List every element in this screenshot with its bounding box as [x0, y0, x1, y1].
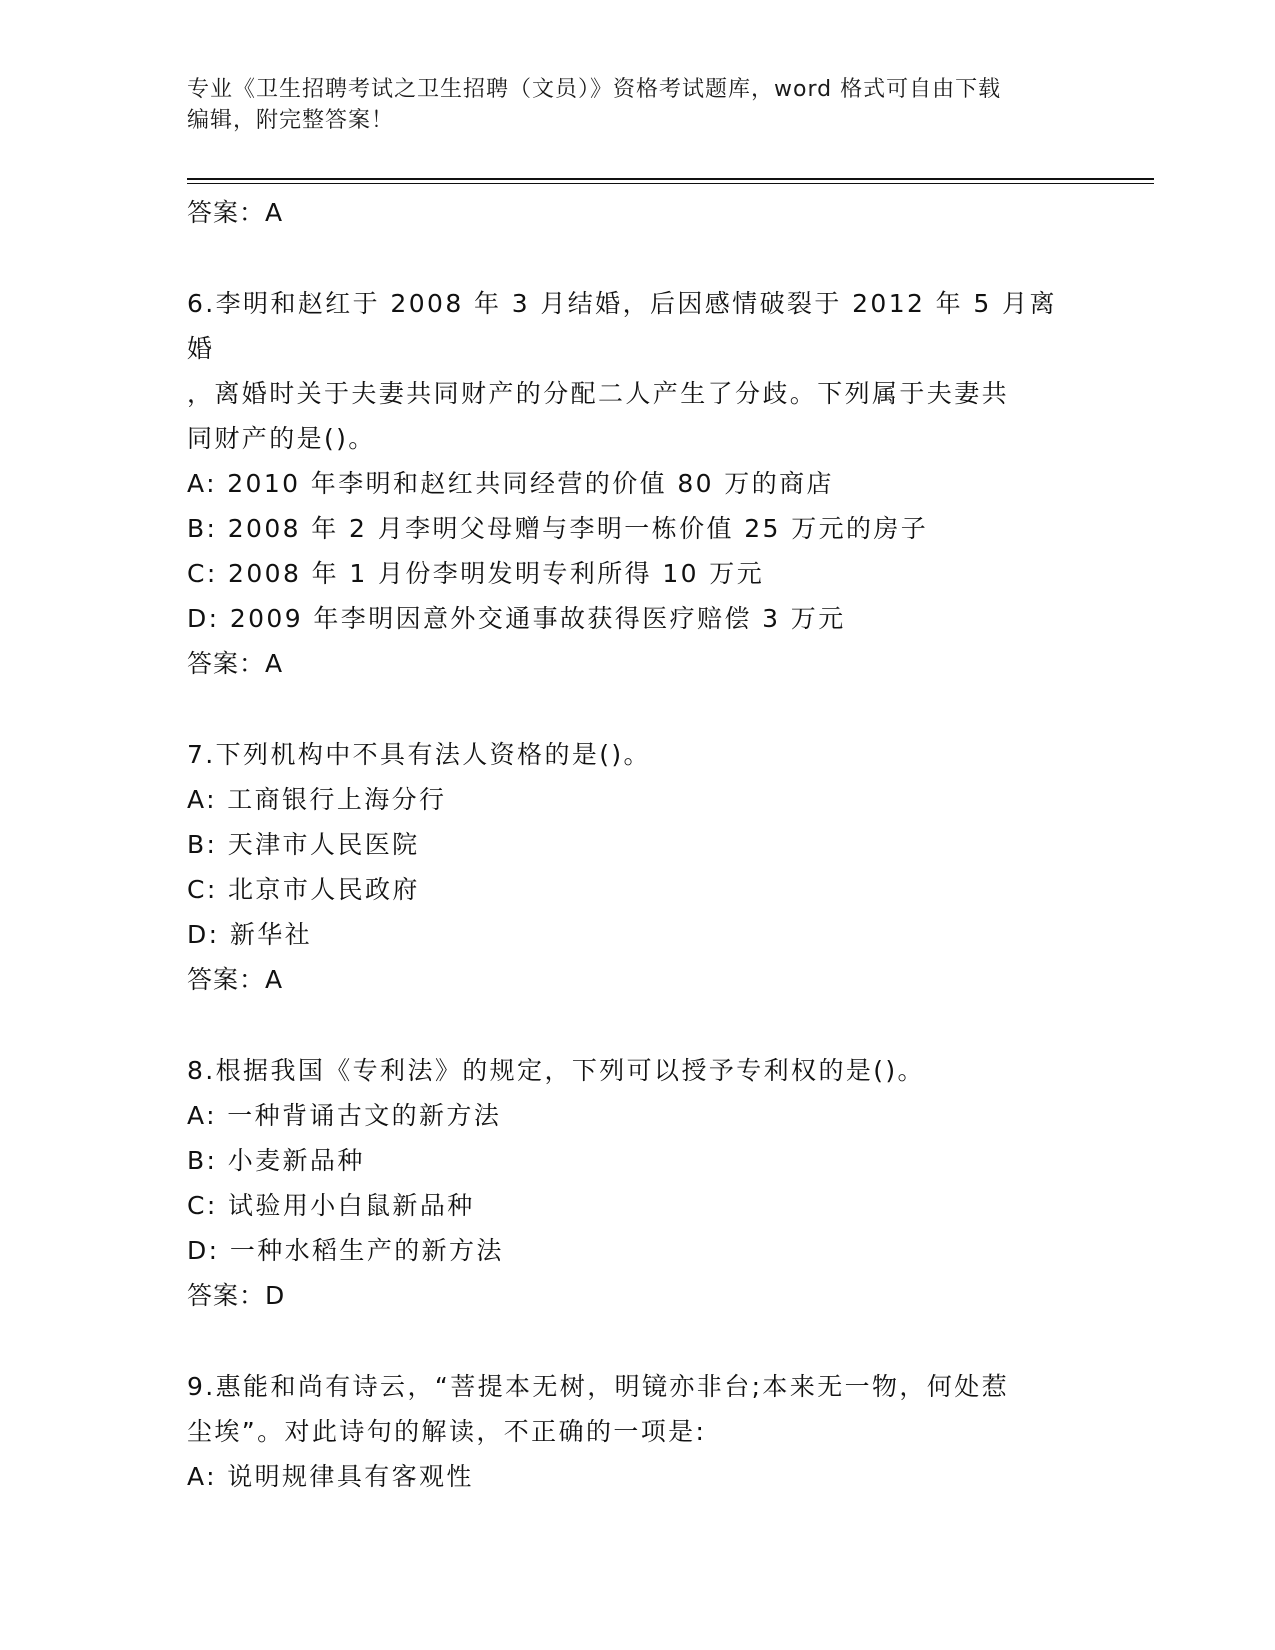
stem-line: 8.根据我国《专利法》的规定，下列可以授予专利权的是()。 — [187, 1056, 925, 1085]
option-d: D: 新华社 — [187, 920, 313, 949]
option-b: B: 小麦新品种 — [187, 1146, 365, 1175]
answer-line: 答案：D — [187, 1281, 286, 1310]
option-a: A: 工商银行上海分行 — [187, 785, 447, 814]
option-a: A: 说明规律具有客观性 — [187, 1462, 474, 1491]
option-b: B: 天津市人民医院 — [187, 830, 420, 859]
option-c: C: 试验用小白鼠新品种 — [187, 1191, 475, 1220]
question-stem — [187, 1364, 1077, 1454]
question-7 — [187, 732, 1077, 1003]
question-stem — [187, 732, 1077, 777]
option-a: A: 一种背诵古文的新方法 — [187, 1101, 502, 1130]
stem-line: 尘埃”。对此诗句的解读，不正确的一项是: — [187, 1417, 707, 1446]
question-9 — [187, 1364, 1077, 1499]
stem-line: 同财产的是()。 — [187, 424, 376, 453]
question-stem — [187, 1048, 1077, 1093]
header-rule-thin — [187, 183, 1154, 184]
option-c: C: 2008 年 1 月份李明发明专利所得 10 万元 — [187, 559, 765, 588]
answer-line: 答案：A — [187, 198, 284, 227]
document-header — [187, 74, 1087, 136]
stem-line: 7.下列机构中不具有法人资格的是()。 — [187, 740, 651, 769]
document-body — [187, 190, 1077, 1499]
option-c: C: 北京市人民政府 — [187, 875, 420, 904]
stem-line: 6.李明和赵红于 2008 年 3 月结婚，后因感情破裂于 2012 年 5 月离婚 — [187, 289, 1057, 363]
stem-line: ，离婚时关于夫妻共同财产的分配二人产生了分歧。下列属于夫妻共 — [187, 379, 1010, 408]
option-d: D: 2009 年李明因意外交通事故获得医疗赔偿 3 万元 — [187, 604, 846, 633]
answer-line: 答案：A — [187, 965, 284, 994]
answer-line: 答案：A — [187, 649, 284, 678]
spacer — [187, 687, 1077, 732]
option-b: B: 2008 年 2 月李明父母赠与李明一栋价值 25 万元的房子 — [187, 514, 929, 543]
stem-line: 9.惠能和尚有诗云，“菩提本无树，明镜亦非台;本来无一物，何处惹 — [187, 1372, 1010, 1401]
spacer — [187, 236, 1077, 281]
question-stem — [187, 281, 1077, 461]
question-8 — [187, 1048, 1077, 1319]
header-rule-thick — [187, 178, 1154, 180]
spacer — [187, 1319, 1077, 1364]
option-d: D: 一种水稻生产的新方法 — [187, 1236, 504, 1265]
header-line-2: 编辑，附完整答案！ — [187, 108, 395, 133]
spacer — [187, 1003, 1077, 1048]
question-6 — [187, 281, 1077, 687]
header-line-1: 专业《卫生招聘考试之卫生招聘（文员）》资格考试题库，word 格式可自由下载 — [187, 77, 1002, 102]
option-a: A: 2010 年李明和赵红共同经营的价值 80 万的商店 — [187, 469, 834, 498]
